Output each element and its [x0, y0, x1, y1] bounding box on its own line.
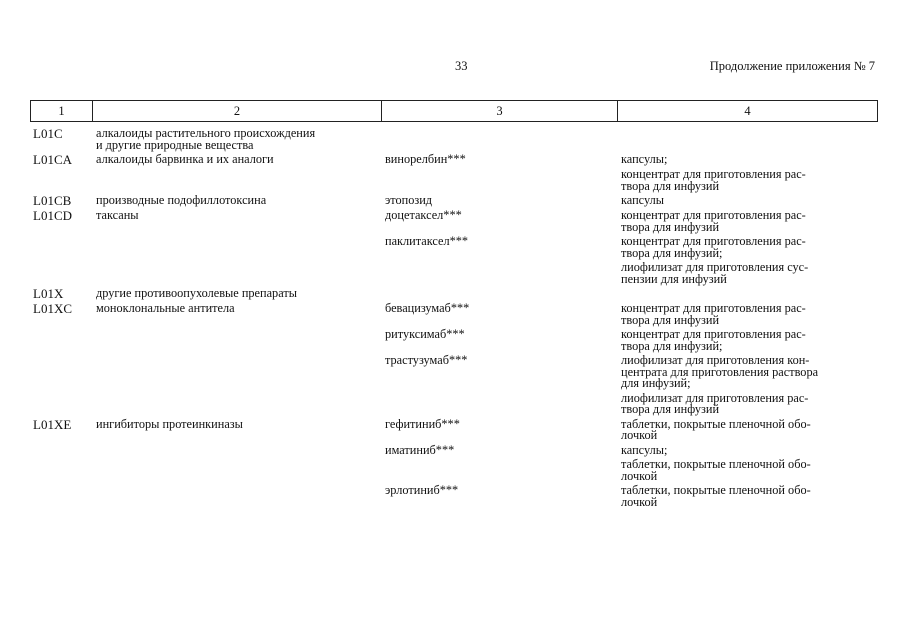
dosage-form-line: для инфузий;	[621, 376, 691, 390]
pharmacological-group	[96, 128, 385, 151]
drug-name: гефитиниб***	[385, 416, 460, 431]
group-text-line: алкалоиды растительного происхождения	[96, 126, 316, 140]
dosage-form	[621, 442, 871, 457]
atc-code: L01C	[33, 126, 63, 141]
dosage-form-line: лиофилизат для приготовления сус-	[621, 260, 809, 274]
drug-classification-table	[33, 128, 878, 511]
dosage-form	[621, 303, 871, 326]
column-header-4: 4	[618, 101, 878, 122]
table-row	[33, 329, 878, 352]
dosage-form-line: таблетки, покрытые пленочной обо-	[621, 416, 811, 431]
group-text-line: другие противоопухолевые препараты	[96, 286, 297, 300]
dosage-form-line: таблетки, покрытые пленочной обо-	[621, 483, 811, 497]
column-header-3: 3	[382, 101, 618, 122]
group-text-line: и другие природные вещества	[96, 137, 254, 152]
group-text-line: алкалоиды барвинка и их аналоги	[96, 152, 274, 166]
drug-name: паклитаксел***	[385, 234, 469, 248]
dosage-form-line: твора для инфузий	[621, 219, 720, 234]
group-text-line: производные подофиллотоксина	[96, 193, 267, 207]
atc-code: L01XE	[33, 416, 72, 432]
dosage-form-line: таблетки, покрытые пленочной обо-	[621, 457, 811, 471]
table-row	[33, 303, 878, 326]
table-row	[33, 154, 878, 166]
dosage-form-line: твора для инфузий	[621, 402, 720, 416]
dosage-form-line: пензии для инфузий	[621, 271, 727, 286]
dosage-form-line: лочкой	[621, 468, 658, 483]
column-header-1: 1	[31, 101, 93, 122]
atc-code: L01CB	[33, 193, 72, 208]
dosage-form	[621, 355, 871, 390]
dosage-form-line: лиофилизат для приготовления рас-	[621, 390, 809, 405]
table-row	[33, 442, 878, 457]
dosage-form	[621, 485, 871, 508]
column-header-2: 2	[93, 101, 382, 122]
pharmacological-group	[96, 195, 385, 207]
dosage-form-line: концентрат для приготовления рас-	[621, 327, 806, 341]
drug-name: трастузумаб***	[385, 353, 468, 367]
dosage-form-line: твора для инфузий;	[621, 338, 723, 353]
dosage-form-line: концентрат для приготовления рас-	[621, 301, 806, 315]
dosage-form	[621, 169, 871, 192]
dosage-form	[621, 154, 871, 166]
drug-name: иматиниб***	[385, 442, 455, 457]
table-row	[33, 236, 878, 259]
group-text-line: моноклональные антитела	[96, 301, 235, 315]
pharmacological-group	[96, 416, 385, 431]
table-row	[33, 355, 878, 390]
dosage-form-line: лочкой	[621, 428, 658, 442]
dosage-form	[621, 416, 871, 442]
table-row	[33, 288, 878, 300]
dosage-form-line: концентрат для приготовления рас-	[621, 167, 806, 181]
dosage-form-line: капсулы;	[621, 152, 668, 166]
dosage-form-line: лочкой	[621, 494, 658, 509]
dosage-form-line: твора для инфузий	[621, 178, 720, 193]
dosage-form	[621, 236, 871, 259]
dosage-form-line: центрата для приготовления раствора	[621, 364, 819, 379]
page-number: 33	[455, 59, 468, 73]
dosage-form	[621, 210, 871, 233]
dosage-form-line: концентрат для приготовления рас-	[621, 208, 806, 222]
dosage-form	[621, 459, 871, 482]
table-row	[33, 485, 878, 508]
table-row	[33, 416, 878, 442]
atc-code: L01CA	[33, 152, 72, 167]
table-row	[33, 210, 878, 233]
dosage-form-line: капсулы	[621, 193, 664, 207]
pharmacological-group	[96, 210, 385, 222]
page-continuation-label: Продолжение приложения № 7	[709, 59, 875, 73]
dosage-form	[621, 262, 871, 285]
pharmacological-group	[96, 288, 385, 300]
drug-name: эрлотиниб***	[385, 483, 459, 497]
drug-name: ритуксимаб***	[385, 327, 465, 341]
dosage-form-line: концентрат для приготовления рас-	[621, 234, 806, 248]
pharmacological-group	[96, 154, 385, 166]
dosage-form-line: твора для инфузий	[621, 312, 720, 327]
dosage-form-line: лиофилизат для приготовления кон-	[621, 353, 810, 367]
dosage-form	[621, 195, 871, 207]
pharmacological-group	[96, 303, 385, 315]
atc-code: L01X	[33, 286, 64, 301]
atc-code: L01XC	[33, 301, 72, 316]
table-row	[33, 390, 878, 416]
drug-name: винорелбин***	[385, 152, 466, 166]
dosage-form-line: твора для инфузий;	[621, 245, 723, 260]
drug-name: доцетаксел***	[385, 208, 462, 222]
table-row	[33, 262, 878, 285]
group-text-line: таксаны	[96, 208, 139, 222]
dosage-form	[621, 390, 871, 416]
table-row	[33, 169, 878, 192]
table-row	[33, 128, 878, 151]
drug-name: бевацизумаб***	[385, 301, 470, 315]
table-column-header	[30, 100, 878, 122]
group-text-line: ингибиторы протеинкиназы	[96, 416, 243, 431]
dosage-form	[621, 329, 871, 352]
table-row	[33, 459, 878, 482]
drug-name: этопозид	[385, 193, 433, 207]
dosage-form-line: капсулы;	[621, 442, 668, 457]
atc-code: L01CD	[33, 208, 72, 223]
table-row	[33, 195, 878, 207]
